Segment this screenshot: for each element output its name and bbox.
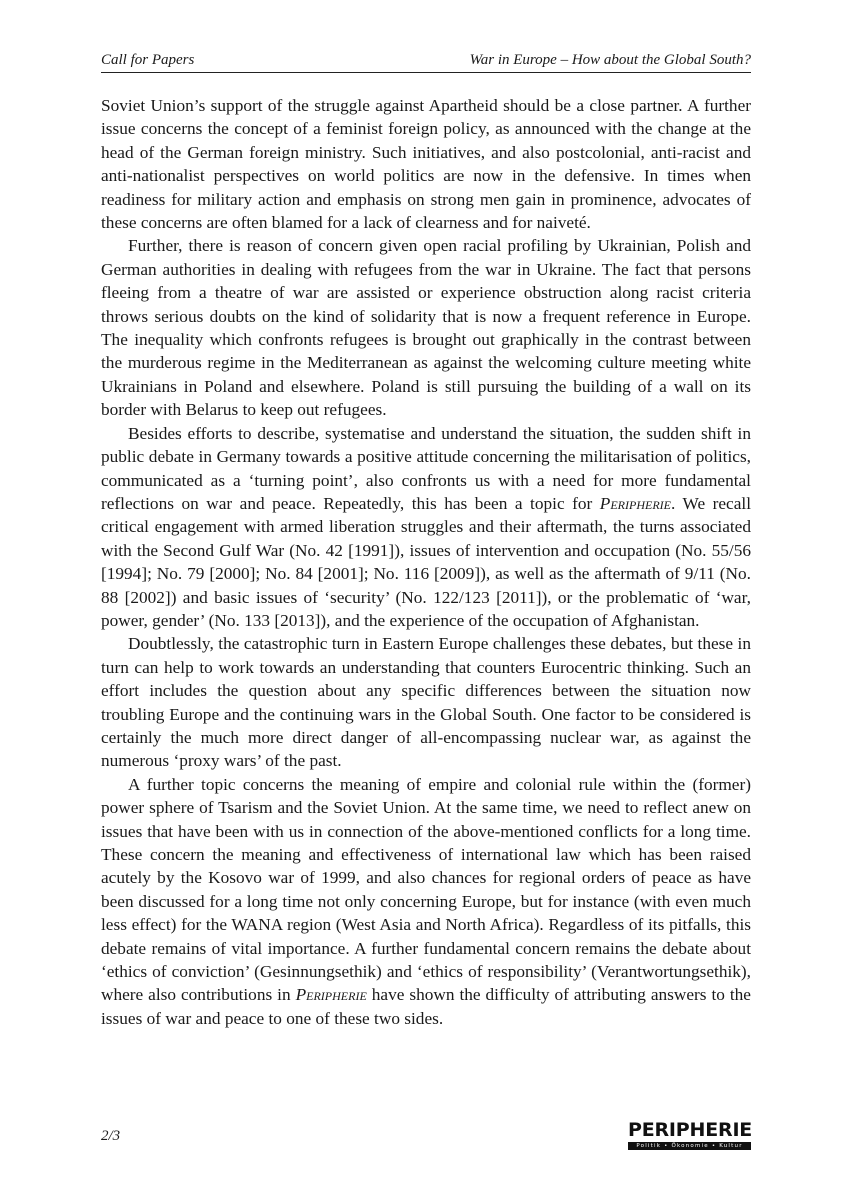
- logo-wordmark: PERIPHERIE: [628, 1119, 753, 1141]
- journal-name: Peripherie: [599, 493, 671, 513]
- paragraph: [101, 632, 751, 772]
- paragraph-text: Soviet Union’s support of the struggle against Apartheid should be a close partner. A further issue concerns the concept of a feminist foreign policy, as announced with the change at the head of the German foreign ministry. Such initiatives, and also postcolonial, anti-racist and anti-nationalist perspectives on world politics are now in the defensive. In times when readiness for military action and emphasis on strong men gain in prominence, advocates of these concerns are often blamed for a lack of clearness and for naiveté.: [101, 96, 751, 233]
- paragraph-text: have shown the difficulty of attributing answers to the issues of war and peace to one of these two sides.: [101, 985, 751, 1028]
- header-article-title: War in Europe – How about the Global South?: [469, 52, 751, 68]
- paragraph: [101, 94, 751, 234]
- logo-tagline: Politik • Ökonomie • Kultur: [628, 1142, 751, 1150]
- paragraph-text: A further topic concerns the meaning of empire and colonial rule within the (former) power sphere of Tsarism and the Soviet Union. At the same time, we need to reflect anew on issues that have been with us in connection of the above-mentioned conflicts for a long time. These concern the meaning and effectiveness of international law which has been raised acutely by the Kosovo war of 1999, and also chances for regional orders of peace as have been discussed for a long time not only concerning Europe, but for instance (with even much less effect) for the WANA region (West Asia and North Africa). Regardless of its pitfalls, this debate remains of vital importance. A further fundamental concern remains the debate about ‘ethics of conviction’ (Gesinnungsethik) and ‘ethics of responsibility’ (Verantwortungsethik), where also contributions in: [101, 774, 751, 1005]
- paragraph-text: Besides efforts to describe, systematise and understand the situation, the sudden shift in public debate in Germany towards a positive attitude concerning the militarisation of politics, communicated as a ‘turning point’, also confronts us with a need for more fundamental reflections on war and peace. Repeatedly, this has been a topic for: [101, 423, 751, 513]
- paragraph-text: Further, there is reason of concern given open racial profiling by Ukrainian, Polish and German authorities in dealing with refugees from the war in Ukraine. The fact that persons fleeing from a theatre of war are assisted or experience obstruction along racist criteria throws serious doubts on the kind of solidarity that is now a frequent reference in Europe. The inequality which confronts refugees is brought out graphically in the contrast between the murderous regime in the Mediterranean as against the welcoming culture meeting white Ukrainians in Poland and elsewhere. Poland is still pursuing the building of a wall on its border with Belarus to keep out refugees.: [101, 236, 751, 420]
- paragraph: [101, 234, 751, 421]
- header-section-title: Call for Papers: [101, 52, 195, 68]
- paragraph: [101, 773, 751, 1030]
- peripherie-logo: [628, 1120, 751, 1154]
- journal-name: Peripherie: [295, 985, 367, 1005]
- running-header: [101, 50, 751, 73]
- article-body: [101, 94, 751, 1030]
- paragraph-text: . We recall critical engagement with armed liberation struggles and their aftermath, the turns associated with the Second Gulf War (No. 42 [1991]), issues of intervention and occupation (No. 55/56 [1994]; No. 79 [2000]; No. 84 [2001]; No. 116 [2009]), as well as the aftermath of 9/11 (No. 88 [2002]) and basic issues of ‘security’ (No. 122/123 [2011]), or the problematic of ‘war, power, gender’ (No. 133 [2013]), and the experience of the occupation of Afghanistan.: [101, 493, 751, 630]
- paragraph: [101, 422, 751, 633]
- page-number: 2/3: [101, 1128, 121, 1144]
- paragraph-text: Doubtlessly, the catastrophic turn in Eastern Europe challenges these debates, but these in turn can help to work towards an understanding that counters Eurocentric thinking. Such an effort includes the question about any specific differences between the situation now troubling Europe and the continuing wars in the Global South. One factor to be considered is certainly the much more direct danger of all-encompassing nuclear war, as against the numerous ‘proxy wars’ of the past.: [101, 634, 751, 771]
